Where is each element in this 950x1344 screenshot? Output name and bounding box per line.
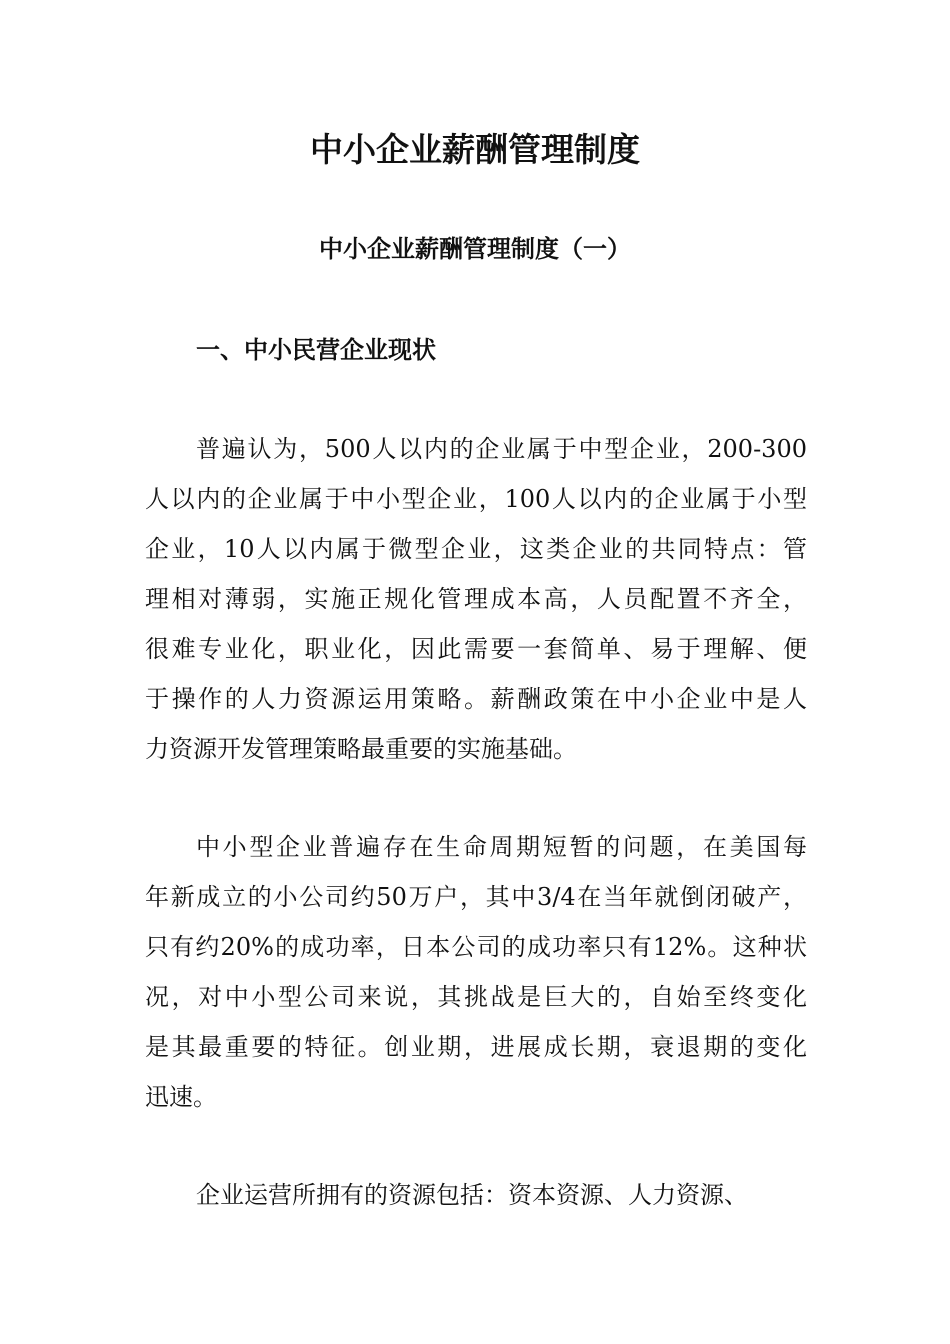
document-title: 中小企业薪酬管理制度 xyxy=(310,130,640,169)
paragraph xyxy=(145,1170,807,1220)
paragraph-line: 理相对薄弱，实施正规化管理成本高，人员配置不齐全， xyxy=(145,585,807,613)
paragraph-line: 很难专业化，职业化，因此需要一套简单、易于理解、便 xyxy=(145,635,807,663)
paragraph-line: 只有约20%的成功率，日本公司的成功率只有12%。这种状 xyxy=(145,933,807,961)
document-subtitle: 中小企业薪酬管理制度（一） xyxy=(319,234,631,263)
paragraph xyxy=(145,822,807,1122)
paragraph-line: 迅速。 xyxy=(145,1083,217,1111)
paragraph-line: 于操作的人力资源运用策略。薪酬政策在中小企业中是人 xyxy=(145,685,807,713)
paragraph-line: 中小型企业普遍存在生命周期短暂的问题，在美国每 xyxy=(196,833,807,861)
section-heading: 一、中小民营企业现状 xyxy=(196,335,436,364)
paragraph-line: 普遍认为，500人以内的企业属于中型企业，200-300 xyxy=(196,435,807,463)
paragraph-line: 人以内的企业属于中小型企业，100人以内的企业属于小型 xyxy=(145,485,807,513)
paragraph-line: 况，对中小型公司来说，其挑战是巨大的，自始至终变化 xyxy=(145,983,807,1011)
paragraph-line: 是其最重要的特征。创业期，进展成长期，衰退期的变化 xyxy=(145,1033,807,1061)
paragraph-line: 年新成立的小公司约50万户，其中3/4在当年就倒闭破产， xyxy=(145,883,807,911)
paragraph-line: 企业，10人以内属于微型企业，这类企业的共同特点：管 xyxy=(145,535,807,563)
paragraph-line: 力资源开发管理策略最重要的实施基础。 xyxy=(145,735,577,763)
paragraph-line: 企业运营所拥有的资源包括：资本资源、人力资源、 xyxy=(196,1181,748,1209)
paragraph xyxy=(145,424,807,774)
